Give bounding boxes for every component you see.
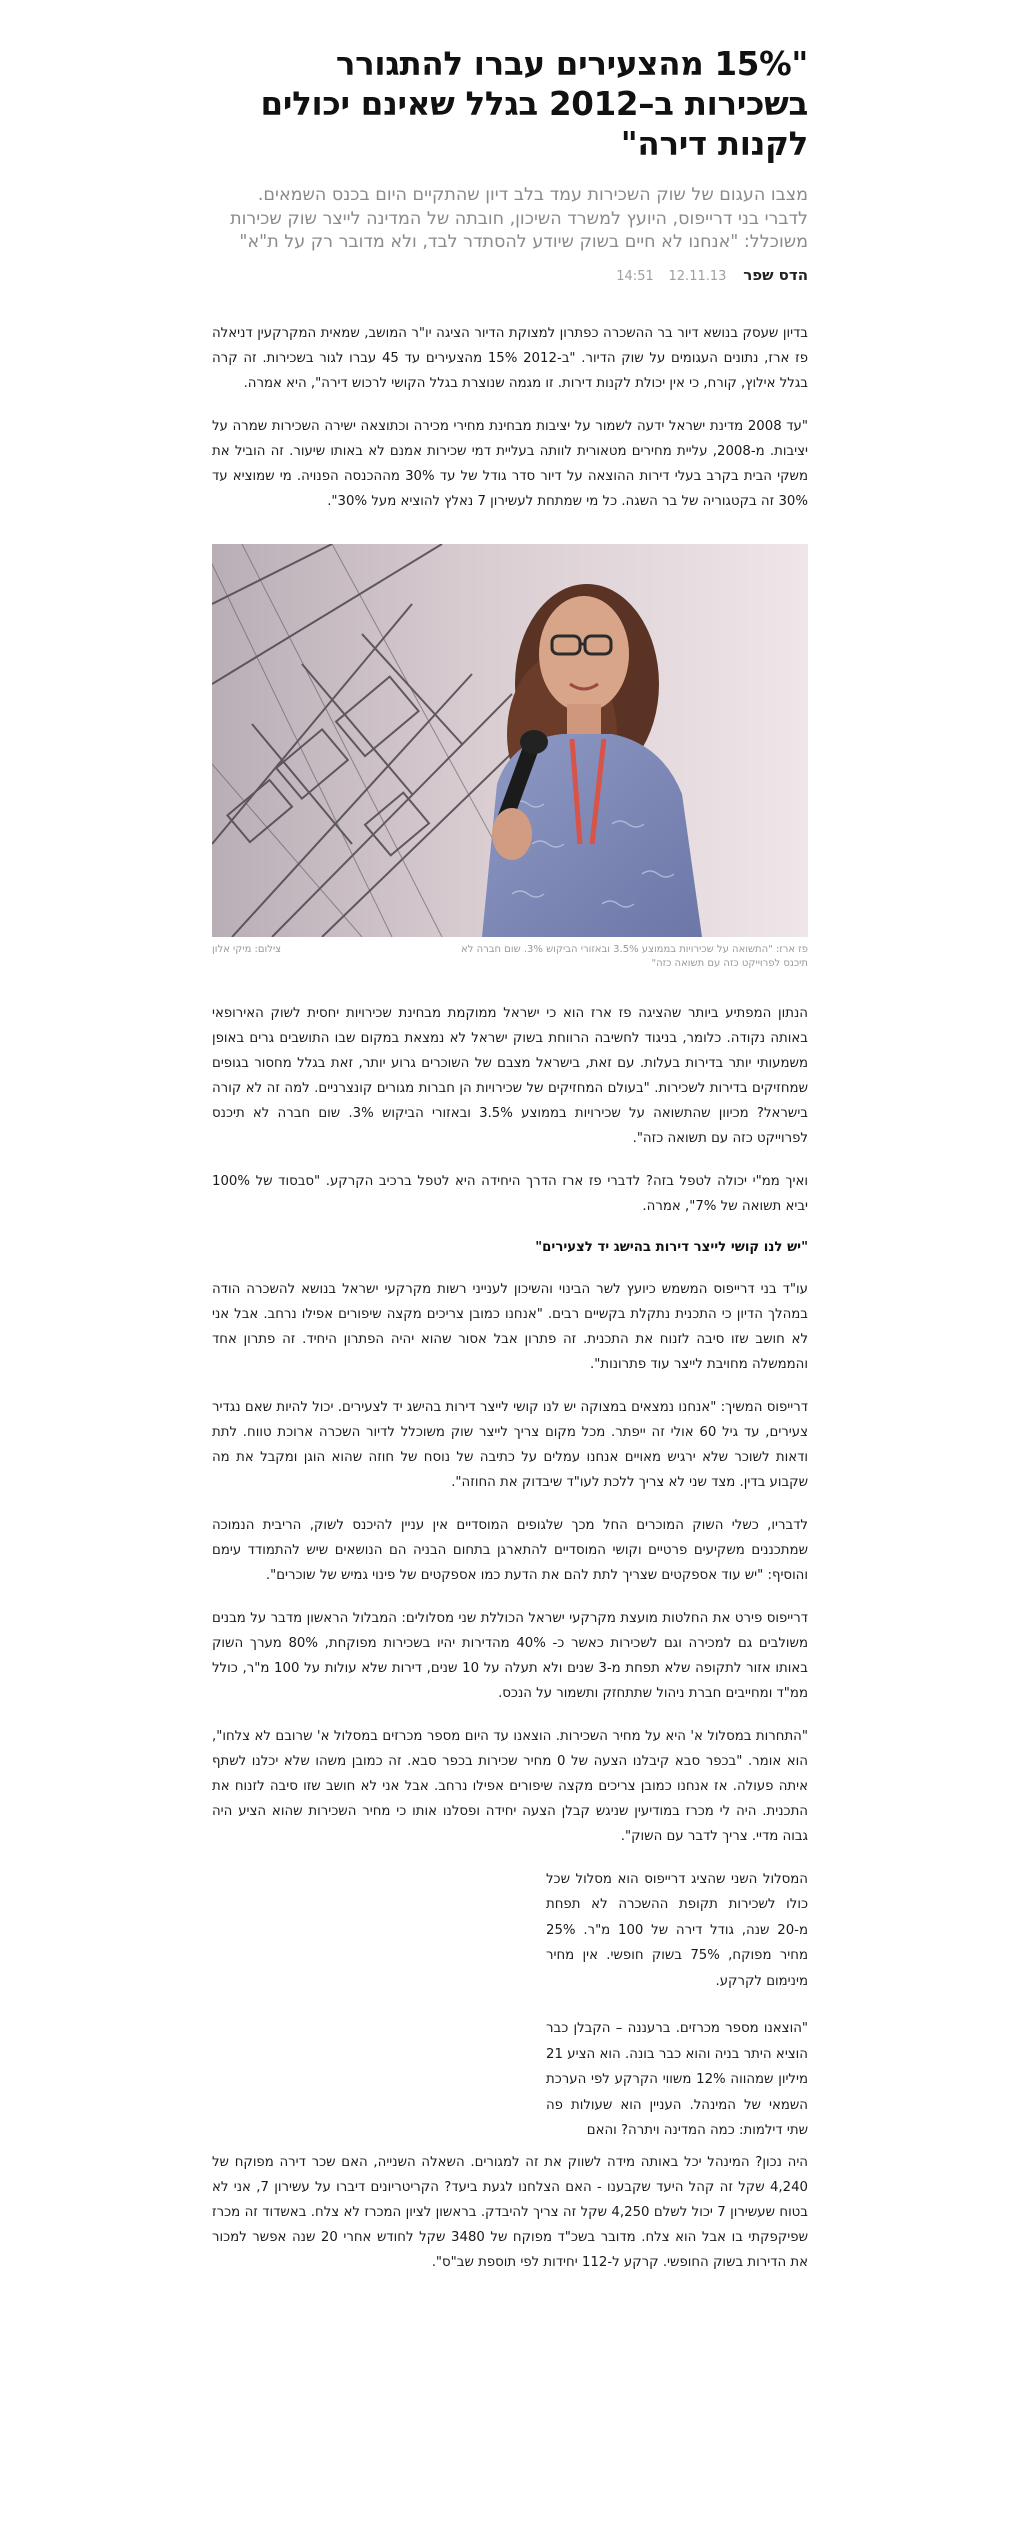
section-subtitle: "יש לנו קושי לייצר דירות בהישג יד לצעירים"	[535, 1239, 808, 1255]
article-headline: "15% מהצעירים עברו להתגורר בשכירות ב–2012 בגלל שאינם יכולים לקנות דירה"	[260, 45, 808, 163]
body-paragraph: עו"ד בני דרייפוס המשמש כיועץ לשר הבינוי והשיכון לענייני רשות מקרקעי ישראל בנושא להשכרה הודה במהלך הדיון כי התכנית נתקלת בקשיים רבים. "אנחנו כמובן צריכים מקצה שיפורים אפילו נרחב. אבל אני לא חושב שזו סיבה לזנוח את התכנית. זה פתרון אבל אסור שהוא יהיה הפתרון היחיד. זה פתרון אחד והממשלה מחויבת לייצר עוד פתרונות".	[212, 1281, 808, 1372]
body-paragraph: "עד 2008 מדינת ישראל ידעה לשמור על יציבות מבחינת מחירי מכירה וכתוצאה ישירה השכירות שמרה על יציבות. מ-2008, עליית מחירים מטאורית לוותה בעליית דמי שכירות אמנם לא באותו שיעור. זה הוביל את משקי הבית בקרב בעלי דירות ההוצאה על דיור סדר גודל של עד 30% מההכנסה הפנויה. מי שמוציא עד 30% זה בקטגוריה של בר השגה. כל מי שמתחת לעשירון 7 נאלץ להוציא מעל 30%".	[212, 418, 808, 509]
article-photo[interactable]	[212, 544, 808, 937]
body-paragraph: ואיך ממ"י יכולה לטפל בזה? לדברי פז ארז הדרך היחידה היא לטפל ברכיב הקרקע. "סבסוד של 100% יביא תשואה של 7%", אמרה.	[212, 1173, 808, 1214]
byline	[212, 265, 808, 287]
author-link[interactable]: הדס שפר	[743, 265, 808, 284]
body-paragraph: דרייפוס המשיך: "אנחנו נמצאים במצוקה יש לנו קושי לייצר דירות בהישג יד לצעירים. יכול להיות שאם נגדיר צעירים, עד גיל 60 אולי זה ייפתר. מכל מקום צריך לייצר שוק משוכלל לדיור השכרה ארוכת טווח. לתת ודאות לשוכר שלא ירגיש מאויים אנחנו עמלים על כתיבה של נוסח של חוזה שהוא הוגן ומקבל את מה שקבוע בדין. מצד שני לא צריך ללכת לעו"ד שיבדוק את החוזה".	[212, 1399, 808, 1490]
publish-date: 12.11.13	[668, 268, 727, 284]
pull-paragraph: "הוצאנו מספר מכרזים. ברעננה – הקבלן כבר הוציא היתר בניה והוא כבר בונה. הוא הציע 21 מיליון שמהווה 12% משווי הקרקע לפי הערכת השמאי של המינהל. העניין הוא שעולות פה שתי דילמות: כמה המדינה ויתרה? והאם	[546, 2021, 808, 2138]
body-paragraph: הנתון המפתיע ביותר שהציגה פז ארז הוא כי ישראל ממוקמת מבחינת שכירויות יחסית לשוק האירופאי באותה נקודה. כלומר, בניגוד לחשיבה הרווחת בשוק ישראל לא נמצאת במקום שבו התושבים גרים באופן משמעותי יותר בדירות בעלות. עם זאת, בישראל מצבם של השוכרים גרוע יותר, זאת בגלל מחסור בגופים שמחזיקים בדירות לשכירות. "בעולם המחזיקים של שכירויות הן חברות מגורים קונצרניים. למה זה לא קורה בישראל? מכיוון שהתשואה על שכירויות בממוצע 3.5% ובאזורי הביקוש 3%. שום חברה לא תיכנס לפרוייקט כזה עם תשואה כזה".	[212, 1005, 808, 1146]
body-paragraph: בדיון שעסק בנושא דיור בר ההשכרה כפתרון למצוקת הדיור הציגה יו"ר המושב, שמאית המקרקעין דניאלה פז ארז, נתונים העגומים על שוק הדיור. "ב-2012 15% מהצעירים עד 45 עברו לגור בשכירות. זה קרה בגלל אילוץ, קורח, כי אין יכולת לקנות דירות. זו מגמה שנוצרת בגלל הקושי לרכוש דירה", היא אמרה.	[212, 325, 809, 391]
pull-paragraph: המסלול השני שהציג דרייפוס הוא מסלול שכל כולו לשכירות תקופת ההשכרה לא תפחת מ-20 שנה, גודל דירה של 100 מ"ר. 25% מחיר מפוקח, 75% בשוק חופשי. אין מחיר מינימום לקרקע.	[546, 1871, 808, 1989]
body-paragraph: לדבריו, כשלי השוק המוכרים החל מכך שלגופים המוסדיים אין עניין להיכנס לשוק, הריבית הנמוכה שמתכננים משקיעים פרטיים וקושי המוסדיים להתארגן בתחום הבניה הם הנושאים שיש להתמודד עימם והוסיף: "יש עוד אספקטים שצריך לתת להם את הדעת כמו אספקטים של פינוי גמיש של שוכרים".	[212, 1517, 808, 1583]
photo-credit: צילום: מיקי אלון	[212, 943, 282, 955]
article	[212, 44, 808, 2275]
article-body	[212, 321, 808, 2275]
body-paragraph: "התחרות במסלול א' היא על מחיר השכירות. הוצאנו עד היום מספר מכרזים במסלול א' שרובם לא צלחו", הוא אומר. "בכפר סבא קיבלנו הצעה של 0 מחיר שכירות בכפר סבא. זה כמובן משהו שלא יכלנו לשתף איתה פעולה. אז אנחנו כמובן צריכים מקצה שיפורים אפילו נרחב. אבל אני לא חושב שזו סיבה לזנוח את התכנית. היה לי מכרז במודיעין שניגש קבלן הצעה יחידה ופסלנו אותו כי מחיר השכירות שהוא הציע היה גבוה מדיי. צריך לדבר עם השוק".	[212, 1728, 808, 1844]
body-paragraph: היה נכון? המינהל יכל באותה מידה לשווק את זה למגורים. השאלה השנייה, האם שכר דירה מפוקח של 4,240 שקל זה קהל היעד שקבענו - האם הצלחנו לגעת ביעד? הקריטריונים דיברו על עשירון 7, אני לא בטוח שעשירון 7 יכול לשלם 4,250 שקל זה צריך להיבדק. בראשון לציון המכרז לא צלח. באשדוד זה מכרז שפיקפקתי בו אבל הוא צלח. מדובר בשכ"ד מפוקח של 3480 שקל לחודש אחרי 20 שנה אפשר למכור את הדירות בשוק החופשי. קרקע ל-112 יחידות לפי תוספת שב"ס".	[212, 2154, 809, 2270]
caption-text: פז ארז: "התשואה על שכירויות בממוצע 3.5% ובאזורי הביקוש 3%. שום חברה לא תיכנס לפרוייקט כזה עם תשואה כזה"	[461, 943, 808, 969]
publish-time: 14:51	[616, 268, 654, 284]
pull-column	[212, 1867, 808, 2144]
figure-caption	[212, 943, 808, 971]
article-figure	[212, 544, 808, 971]
body-paragraph: דרייפוס פירט את החלטות מועצת מקרקעי ישראל הכוללת שני מסלולים: המבלול הראשון מדבר על מבנים משולבים גם למכירה וגם לשכירות כאשר כ- 40% מהדירות יהיו בשכירות מפוקחת, 80% מערך השוק באותו אזור לתקופה שלא תפחת מ-3 שנים ולא תעלה על 10 שנים, דירות שלא עולות על 100 מ"ר, כולל ממ"ד ומחייבים חברת ניהול שתתחזק ותשמור על הנכס.	[212, 1610, 809, 1701]
article-subheadline: מצבו העגום של שוק השכירות עמד בלב דיון שהתקיים היום בכנס השמאים. לדברי בני דרייפוס, היועץ למשרד השיכון, חובתה של המדינה לייצר שוק שכירות משוכלל: "אנחנו לא חיים בשוק שיודע להסתדר לבד, ולא מדובר רק על ת"א"	[230, 185, 808, 252]
